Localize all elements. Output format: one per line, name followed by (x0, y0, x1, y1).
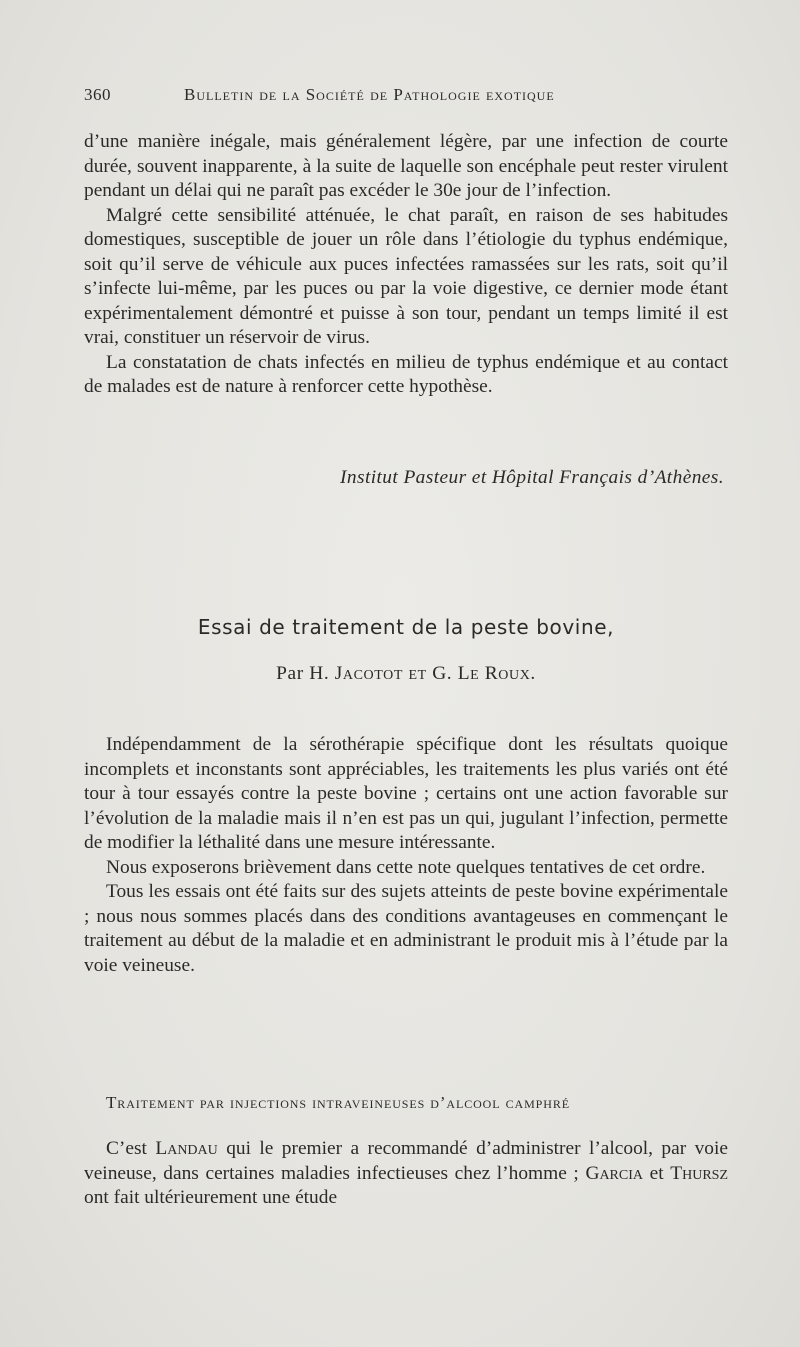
running-header (84, 82, 734, 110)
page-number: 360 (84, 85, 111, 104)
article-introduction (84, 733, 728, 978)
section-heading: Traitement par injections intraveineuses d’alcool camphré (106, 1093, 570, 1112)
previous-article-conclusion (84, 130, 728, 400)
paragraph (84, 1137, 728, 1211)
article-title: Essai de traitement de la peste bovine, (197, 615, 615, 639)
author-name-thursz: Thursz (670, 1162, 728, 1184)
authors-prefix: Par (276, 663, 304, 684)
institution-signature: Institut Pasteur et Hôpital Français d’Athènes. (340, 467, 724, 488)
author-name-garcia: Garcia (585, 1162, 643, 1184)
section-body (84, 1137, 728, 1211)
text-run: et (649, 1162, 664, 1184)
paragraph: La constatation de chats infectés en milieu de typhus endémique et au contact de malades est de nature à renforcer cette hypothèse. (84, 351, 728, 397)
paragraph: Malgré cette sensibilité atténuée, le chat paraît, en raison de ses habitudes domestiques, susceptible de jouer un rôle dans l’étiologie du typhus endémique, soit qu’il serve de véhicule aux puces infectées ramassées sur les rats, soit qu’il s’infecte lui-même, par les puces ou par la voie digestive, ce dernier mode étant expérimentalement démontré et puisse à son tour, pendant un temps limité il est vrai, constituer un réservoir de virus. (84, 204, 728, 348)
text-run: ont fait ultérieurement une étude (84, 1187, 338, 1208)
text-run: C’est (106, 1138, 147, 1159)
paragraph: Indépendamment de la sérothérapie spécifique dont les résultats quoique incomplets et inconstants sont appréciables, les traitements les plus variés ont été tour à tour essayés contre la peste bovine ; certains ont une action favorable sur l’évolution de la maladie mais il n’en est pas un qui, jugulant l’infection, permette de modifier la léthalité dans une mesure intéressante. (84, 734, 728, 853)
paragraph: Nous exposerons brièvement dans cette note quelques tentatives de cet ordre. (106, 856, 706, 878)
text-run: qui le premier a recommandé d’administrer l’alcool, par voie veineuse, dans certaines maladies infectieuses chez l’homme ; (84, 1138, 728, 1184)
paragraph: d’une manière inégale, mais généralement légère, par une infection de courte durée, souvent inapparente, à la suite de laquelle son encéphale peut rester virulent pendant un délai qui ne paraît pas excéder le 30e jour de l’infection. (84, 131, 728, 201)
authors-names: H. Jacotot et G. Le Roux. (309, 663, 536, 684)
author-name-landau: Landau (155, 1138, 218, 1159)
paragraph: Tous les essais ont été faits sur des sujets atteints de peste bovine expérimentale ; nous nous sommes placés dans des conditions avantageuses en commençant le traitement au début de la maladie et en administrant le produit mis à l’étude par la voie veineuse. (84, 881, 728, 976)
article-authors (84, 663, 728, 685)
journal-title: Bulletin de la Société de Pathologie exotique (184, 85, 555, 104)
